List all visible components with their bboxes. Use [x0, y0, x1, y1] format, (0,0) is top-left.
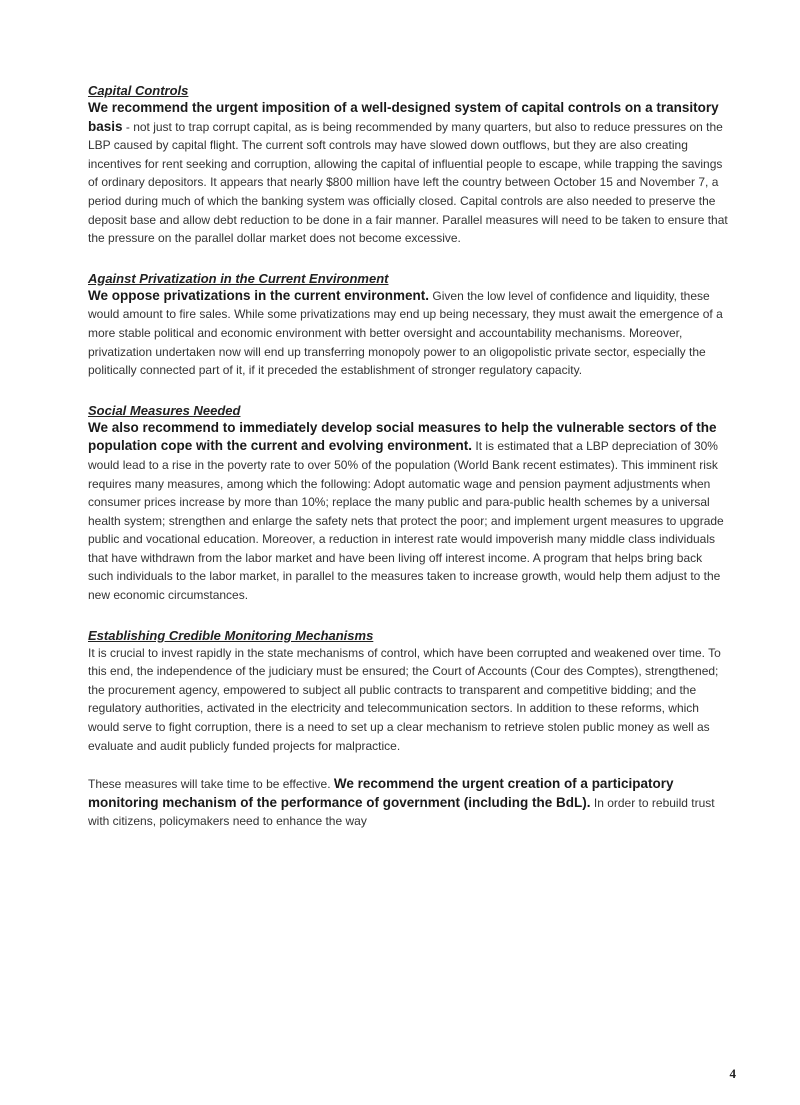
paragraph-pre: These measures will take time to be effective.: [88, 777, 334, 792]
paragraph-lead: We also recommend to immediately develop social measures to help the vulnerable sectors of the population cope with the current and evolving environment.: [88, 419, 717, 454]
paragraph-lead: We recommend the urgent creation of a participatory monitoring mechanism of the performance of government (including the BdL).: [88, 776, 674, 810]
section-heading: Establishing Credible Monitoring Mechanisms: [88, 627, 374, 643]
section-paragraph: [88, 419, 728, 605]
section-social-measures: [88, 402, 728, 605]
section-paragraph: [88, 99, 728, 248]
section-heading: Capital Controls: [88, 83, 189, 98]
section-paragraph: [88, 644, 728, 756]
section-heading: Against Privatization in the Current Environment: [88, 270, 389, 286]
paragraph-body: It is estimated that a LBP depreciation of 30% would lead to a rise in the poverty rate to over 50% of the population (World Bank recent estimates). This imminent risk requires many measures, among which the following: Adopt automatic wage and pension payment adjustments when consumer prices increase by more than 10%; replace the many public and para-public health schemes by a universal health system; strengthen and enlarge the safety nets that protect the poor; and implement urgent measures to upgrade public and vocational education. Moreover, a reduction in interest rate would impoverish many middle class individuals that have withdrawn from the labor market and have been living off interest income. A program that helps bring back such individuals to the labor market, in parallel to the measures taken to increase growth, would help them adjust to the new economic circumstances.: [88, 439, 724, 603]
section-monitoring-mechanisms: [88, 627, 728, 831]
paragraph-lead: We recommend the urgent imposition of a well-designed system of capital controls on a transitory basis: [88, 100, 719, 134]
final-paragraph: [88, 775, 728, 831]
section-heading: Social Measures Needed: [88, 402, 241, 418]
section-against-privatization: [88, 270, 728, 380]
paragraph-body: Given the low level of confidence and liquidity, these would amount to fire sales. While some privatizations may end up being necessary, they must await the emergence of a more stable political and economic environment with better oversight and accountability mechanisms. Moreover, privatization undertaken now will end up transferring monopoly power to an oligopolistic private sector, especially the politically connected part of it, if it preceded the establishment of stronger regulatory capacity.: [88, 288, 723, 378]
paragraph-lead: We oppose privatizations in the current environment.: [88, 287, 430, 303]
paragraph-body: - not just to trap corrupt capital, as is being recommended by many quarters, but also to reduce pressures on the LBP caused by capital flight. The current soft controls may have slowed down outflows, but they are also creating incentives for rent seeking and corruption, allowing the capital of influential people to escape, while trapping the savings of ordinary depositors. It appears that nearly $800 million have left the country between October 15 and November 7, a period during much of which the banking system was officially closed. Capital controls are also needed to preserve the deposit base and allow debt reduction to be done in a fair manner. Parallel measures will need to be taken to ensure that the pressure on the parallel dollar market does not become excessive.: [88, 119, 728, 246]
section-paragraph: [88, 287, 728, 380]
document-body: [88, 82, 728, 853]
paragraph-body: It is crucial to invest rapidly in the state mechanisms of control, which have been corrupted and weakened over time. To this end, the independence of the judiciary must be ensured; the Court of Accounts (Cour des Comptes), strengthened; the procurement agency, empowered to subject all public contracts to transparent and competitive bidding; and the regulatory authorities, activated in the electricity and telecommunication sectors. In addition to these reforms, which would serve to fight corruption, there is a need to set up a clear mechanism to retrieve stolen public money as well as evaluate and audit publicly funded projects for malpractice.: [88, 645, 721, 753]
paragraph-post: In order to rebuild trust with citizens, policymakers need to enhance the way: [88, 795, 715, 829]
section-capital-controls: [88, 82, 728, 248]
page-number: 4: [729, 1066, 736, 1081]
